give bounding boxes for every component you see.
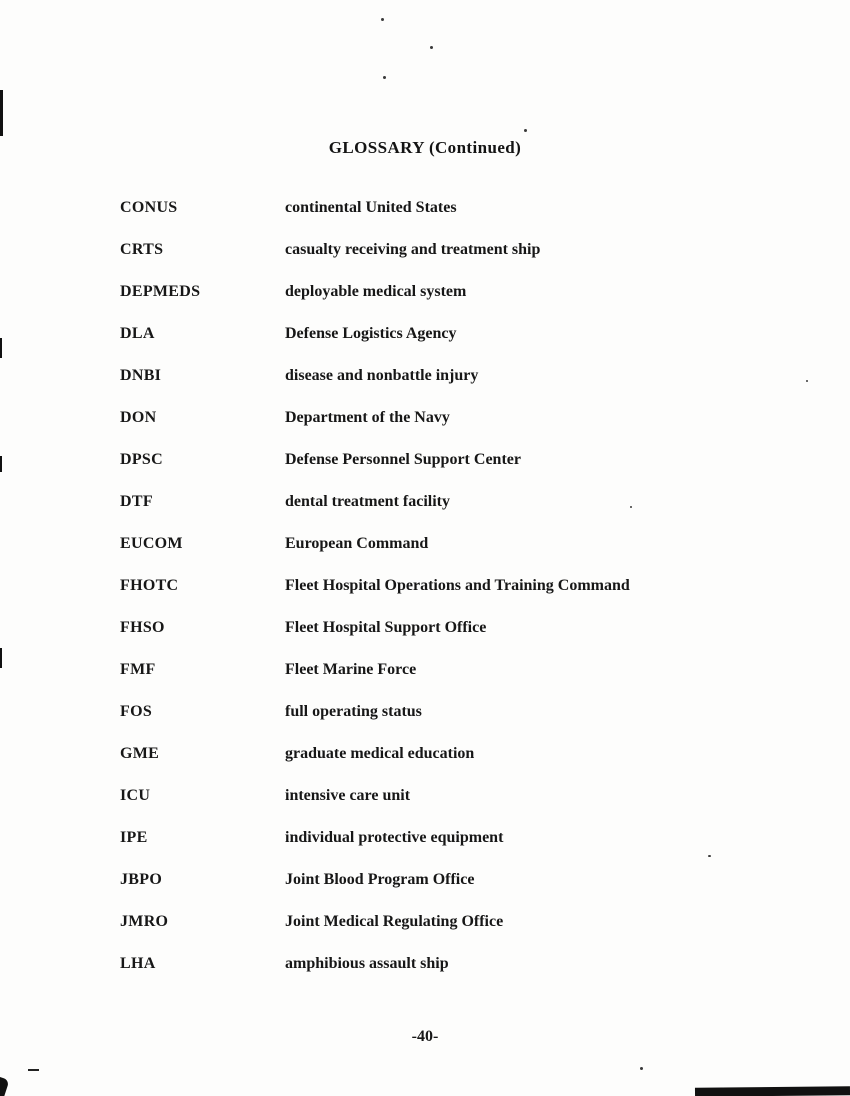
glossary-entry	[120, 241, 770, 283]
glossary-entry	[120, 787, 770, 829]
scan-speck	[381, 18, 384, 21]
scan-edge-mark	[0, 90, 3, 136]
glossary-abbr: DLA	[120, 325, 155, 342]
glossary-definition: European Command	[285, 535, 429, 552]
glossary-definition: Joint Medical Regulating Office	[285, 913, 504, 930]
scan-speck	[383, 76, 386, 79]
scan-edge-mark	[0, 648, 2, 668]
glossary-entry	[120, 661, 770, 703]
scan-speck	[806, 380, 808, 382]
glossary-entry	[120, 745, 770, 787]
glossary-entry	[120, 535, 770, 577]
glossary-entry	[120, 409, 770, 451]
glossary-entry	[120, 199, 770, 241]
glossary-definition: dental treatment facility	[285, 493, 450, 510]
glossary-abbr: GME	[120, 745, 160, 762]
glossary-definition: Defense Logistics Agency	[285, 325, 457, 342]
glossary-definition: Fleet Hospital Operations and Training Command	[285, 577, 630, 594]
glossary-abbr: ICU	[120, 787, 151, 804]
glossary-definition: Fleet Hospital Support Office	[285, 619, 487, 636]
glossary-entry	[120, 577, 770, 619]
glossary-entry	[120, 367, 770, 409]
glossary-entry	[120, 829, 770, 871]
glossary-abbr: FHOTC	[120, 577, 179, 594]
glossary-abbr: JMRO	[120, 913, 169, 930]
scan-speck	[430, 46, 433, 49]
glossary-abbr: DON	[120, 409, 157, 426]
glossary-definition: Defense Personnel Support Center	[285, 451, 521, 468]
glossary-definition: disease and nonbattle injury	[285, 367, 479, 384]
scan-corner-mark	[0, 1077, 9, 1096]
glossary-abbr: FHSO	[120, 619, 165, 636]
glossary-abbr: FOS	[120, 703, 153, 720]
glossary-entry	[120, 871, 770, 913]
glossary-abbr: LHA	[120, 955, 156, 972]
glossary-abbr: CRTS	[120, 241, 164, 258]
glossary-list	[120, 199, 770, 997]
scan-speck	[708, 855, 711, 857]
glossary-abbr: DNBI	[120, 367, 162, 384]
scan-edge-mark	[0, 338, 2, 358]
glossary-definition: Joint Blood Program Office	[285, 871, 475, 888]
glossary-definition: amphibious assault ship	[285, 955, 449, 972]
glossary-entry	[120, 955, 770, 997]
glossary-abbr: EUCOM	[120, 535, 183, 552]
glossary-definition: continental United States	[285, 199, 457, 216]
glossary-definition: Department of the Navy	[285, 409, 450, 426]
glossary-entry	[120, 325, 770, 367]
glossary-definition: full operating status	[285, 703, 422, 720]
scan-dash-mark	[28, 1069, 39, 1071]
glossary-definition: deployable medical system	[285, 283, 467, 300]
glossary-entry	[120, 451, 770, 493]
glossary-definition: casualty receiving and treatment ship	[285, 241, 541, 258]
glossary-entry	[120, 493, 770, 535]
glossary-abbr: FMF	[120, 661, 156, 678]
glossary-definition: graduate medical education	[285, 745, 475, 762]
glossary-entry	[120, 703, 770, 745]
glossary-abbr: DTF	[120, 493, 153, 510]
glossary-entry	[120, 619, 770, 661]
scan-bottom-bar	[695, 1086, 850, 1096]
glossary-definition: individual protective equipment	[285, 829, 504, 846]
scan-edge-mark	[0, 456, 2, 472]
glossary-definition: intensive care unit	[285, 787, 411, 804]
page-number: -40-	[411, 1028, 439, 1045]
glossary-entry	[120, 913, 770, 955]
page-title: GLOSSARY (Continued)	[328, 138, 522, 157]
scan-speck	[640, 1067, 643, 1070]
glossary-definition: Fleet Marine Force	[285, 661, 417, 678]
glossary-abbr: DEPMEDS	[120, 283, 201, 300]
glossary-abbr: CONUS	[120, 199, 178, 216]
glossary-entry	[120, 283, 770, 325]
scan-speck	[524, 129, 527, 132]
glossary-abbr: JBPO	[120, 871, 163, 888]
scan-speck	[630, 506, 632, 508]
glossary-abbr: IPE	[120, 829, 148, 846]
glossary-abbr: DPSC	[120, 451, 163, 468]
